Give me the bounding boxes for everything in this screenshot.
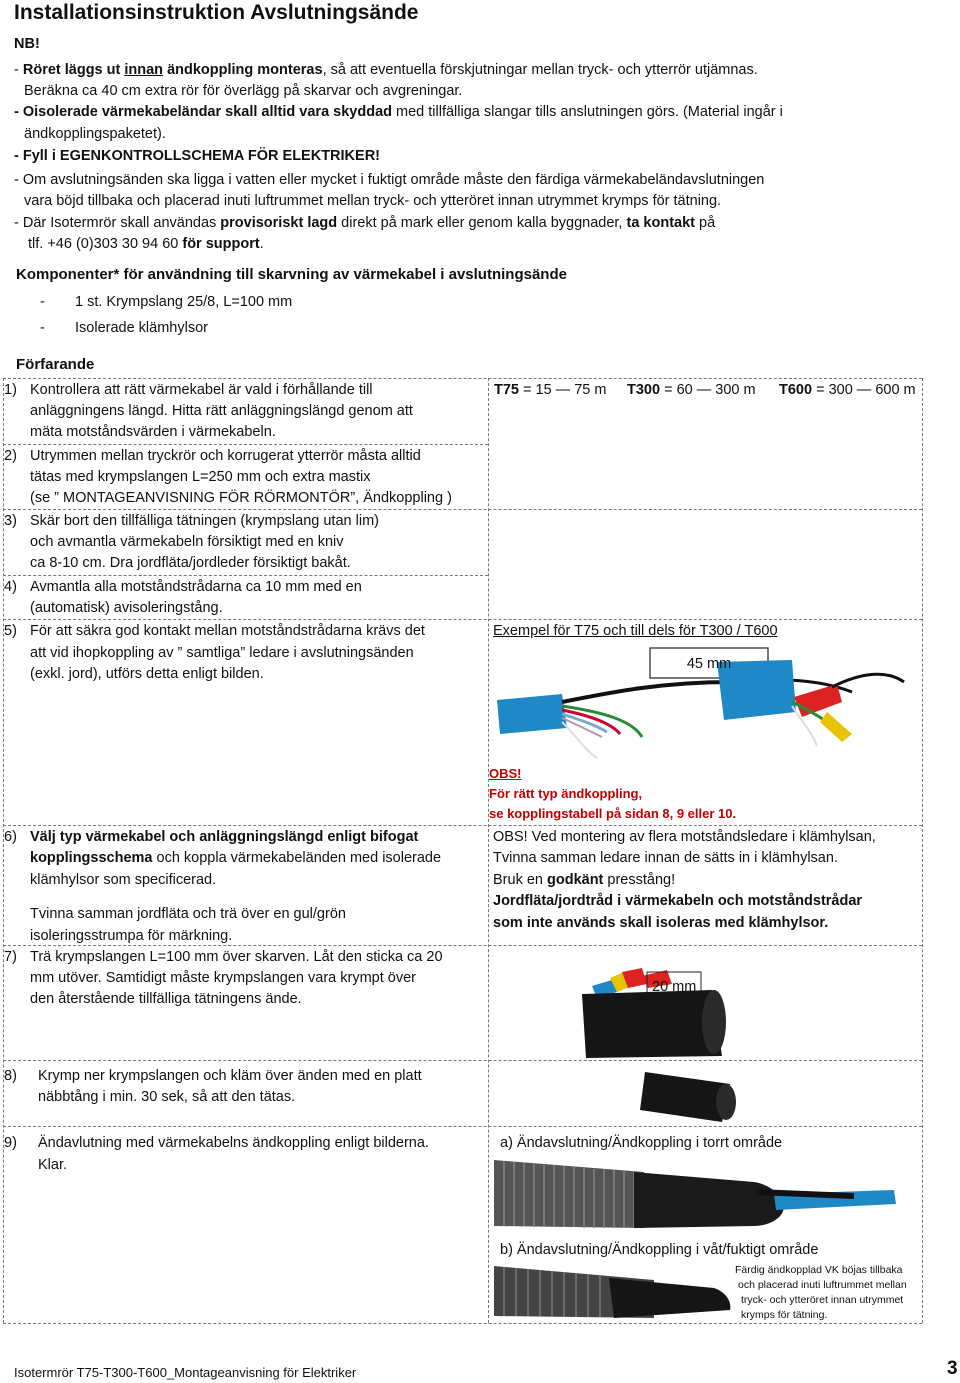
step-6-line3: klämhylsor som specificerad. (30, 872, 217, 888)
step-3-number: 3) (4, 513, 17, 529)
length-t600: T600 = 300 — 600 m (779, 382, 916, 398)
step-4-number: 4) (4, 579, 17, 595)
step-2-line3: (se ” MONTAGEANVISNING FÖR RÖRMONTÖR”, Ändkoppling ) (30, 490, 452, 506)
step-8-line1: Krymp ner krympslangen och kläm över änden med en platt (38, 1068, 422, 1084)
step-7-number: 7) (4, 949, 17, 965)
note-3: - Fyll i EGENKONTROLLSCHEMA FÖR ELEKTRIKER! (14, 148, 380, 164)
page-number: 3 (947, 1358, 958, 1379)
nb-heading: NB! (14, 36, 40, 52)
wet-ending-note-2: och placerad inuti luftrummet mellan (738, 1279, 907, 1291)
step-5-line2: att vid ihopkoppling av ” samtliga” ledare i avslutningsänden (30, 645, 414, 661)
procedure-heading: Förfarande (16, 356, 95, 373)
step-8-line2: näbbtång i min. 30 sek, så att den tätas. (38, 1089, 296, 1105)
row-divider (3, 1126, 922, 1127)
crimp-tube-photo (640, 1062, 740, 1124)
step-6-line2: kopplingsschema och koppla värmekabeländen med isolerade (30, 850, 442, 866)
step-7-line2: mm utöver. Samtidigt måste krympslangen vara krympt över (30, 970, 416, 986)
footer-document-name: Isotermrör T75-T300-T600_Montageanvisning för Elektriker (14, 1365, 357, 1380)
table-border-bottom (3, 1323, 922, 1324)
table-border-top (3, 378, 922, 379)
component-dash-1: - (40, 294, 45, 310)
column-divider (488, 378, 489, 1323)
step-9-line2: Klar. (38, 1157, 68, 1173)
components-heading: Komponenter* för användning till skarvning av värmekabel i avslutningsände (16, 266, 567, 283)
step-3-line3: ca 8-10 cm. Dra jordfläta/jordleder försiktigt bakåt. (30, 555, 351, 571)
example-measure-label: 45 mm (686, 656, 732, 672)
note-5-line2: tlf. +46 (0)303 30 94 60 för support. (28, 236, 264, 252)
page-title: Installationsinstruktion Avslutningsände (14, 1, 419, 24)
note-1-line2: Beräkna ca 40 cm extra rör för överlägg på skarvar och avgreningar. (24, 83, 463, 99)
note-5: - Där Isotermrör skall användas provisoriskt lagd direkt på mark eller genom kalla byggnader, ta kontakt på (14, 215, 716, 231)
obs-line2: Tvinna samman ledare innan de sätts in i klämhylsan. (493, 850, 838, 866)
step-9-line1: Ändavlutning med värmekabelns ändkoppling enligt bilderna. (38, 1135, 429, 1151)
step-5-line3: (exkl. jord), utförs detta enligt bilden. (30, 666, 264, 682)
obs-red-line3: se kopplingstabell på sidan 8, 9 eller 10. (489, 806, 737, 821)
step-3-line1: Skär bort den tillfälliga tätningen (krympslang utan lim) (30, 513, 379, 529)
row-divider (3, 444, 488, 445)
wet-ending-note-4: krymps för tätning. (741, 1309, 828, 1321)
cable-wires-photo (492, 642, 910, 760)
step-1-line2: anläggningens längd. Hitta rätt anläggningslängd genom att (30, 403, 413, 419)
note-2: - Oisolerade värmekabeländar skall alltid vara skyddad med tillfälliga slangar tills anslutningen görs. (Material ingår i (14, 104, 783, 120)
step-2-line1: Utrymmen mellan tryckrör och korrugerat ytterrör måsta alltid (30, 448, 421, 464)
step-6-line4: Tvinna samman jordfläta och trä över en gul/grön (30, 906, 346, 922)
step-6-number: 6) (4, 829, 17, 845)
ending-b-caption: b) Ändavslutning/Ändkoppling i våt/fuktigt område (500, 1242, 819, 1258)
row-divider (3, 575, 488, 576)
dry-ending-photo (494, 1156, 904, 1236)
obs-line4: Jordfläta/jordtråd i värmekabeln och motståndstrådar (493, 893, 863, 909)
row-divider (3, 1060, 922, 1061)
obs-red-title: OBS! (489, 766, 522, 781)
step-2-line2: tätas med krympslangen L=250 mm och extra mastix (30, 469, 371, 485)
component-item-2: Isolerade klämhylsor (75, 320, 208, 336)
step-3-line2: och avmantla värmekabeln försiktigt med en kniv (30, 534, 344, 550)
step-5-line1: För att säkra god kontakt mellan motståndstrådarna krävs det (30, 623, 425, 639)
step-5-number: 5) (4, 623, 17, 639)
length-t300: T300 = 60 — 300 m (627, 382, 756, 398)
example-caption: Exempel för T75 och till dels för T300 / T600 (493, 623, 778, 639)
length-t75: T75 = 15 — 75 m (494, 382, 607, 398)
obs-line3: Bruk en godkänt presstång! (493, 872, 676, 888)
step-4-line1: Avmantla alla motståndstrådarna ca 10 mm med en (30, 579, 362, 595)
row-divider (3, 825, 922, 826)
shrink-measure-label: 20 mm (652, 979, 697, 995)
table-border-right (922, 378, 923, 1323)
step-2-number: 2) (4, 448, 17, 464)
note-2-line2: ändkopplingspaketet). (24, 126, 166, 142)
shrink-tube-photo (562, 950, 762, 1058)
ending-a-caption: a) Ändavslutning/Ändkoppling i torrt område (500, 1135, 783, 1151)
note-4-line2: vara böjd tillbaka och placerad inuti luftrummet mellan tryck- och ytteröret innan utrymmet krymps för tätning. (24, 193, 722, 209)
note-1: - Röret läggs ut innan ändkoppling monteras, så att eventuella förskjutningar mellan tryck- och ytterrör utjämnas. (14, 62, 758, 78)
step-9-number: 9) (4, 1135, 17, 1151)
step-6-line1: Välj typ värmekabel och anläggningslängd enligt bifogat (30, 829, 419, 845)
wet-ending-note-3: tryck- och ytteröret innan utrymmet (741, 1294, 904, 1306)
step-7-line1: Trä krympslangen L=100 mm över skarven. Låt den sticka ca 20 (30, 949, 443, 965)
obs-line1: OBS! Ved montering av flera motståndsledare i klämhylsan, (493, 829, 876, 845)
step-8-number: 8) (4, 1068, 17, 1084)
note-4: - Om avslutningsänden ska ligga i vatten eller mycket i fuktigt område måste den färdiga värmekabeländavslutningen (14, 172, 765, 188)
wet-ending-note-1: Färdig ändkopplad VK böjas tillbaka (735, 1264, 903, 1276)
wet-ending-photo (494, 1262, 734, 1320)
step-1-line1: Kontrollera att rätt värmekabel är vald i förhållande till (30, 382, 373, 398)
step-1-line3: mäta motståndsvärden i värmekabeln. (30, 424, 276, 440)
step-4-line2: (automatisk) avisoleringstång. (30, 600, 223, 616)
obs-line5: som inte används skall isoleras med klämhylsor. (493, 915, 829, 931)
step-7-line3: den återstående tillfälliga tätningens ände. (30, 991, 302, 1007)
step-6-line5: isoleringsstrumpa för märkning. (30, 928, 233, 944)
component-dash-2: - (40, 320, 45, 336)
obs-red-line2: För rätt typ ändkoppling, (489, 786, 643, 801)
step-1-number: 1) (4, 382, 17, 398)
component-item-1: 1 st. Krympslang 25/8, L=100 mm (75, 294, 293, 310)
